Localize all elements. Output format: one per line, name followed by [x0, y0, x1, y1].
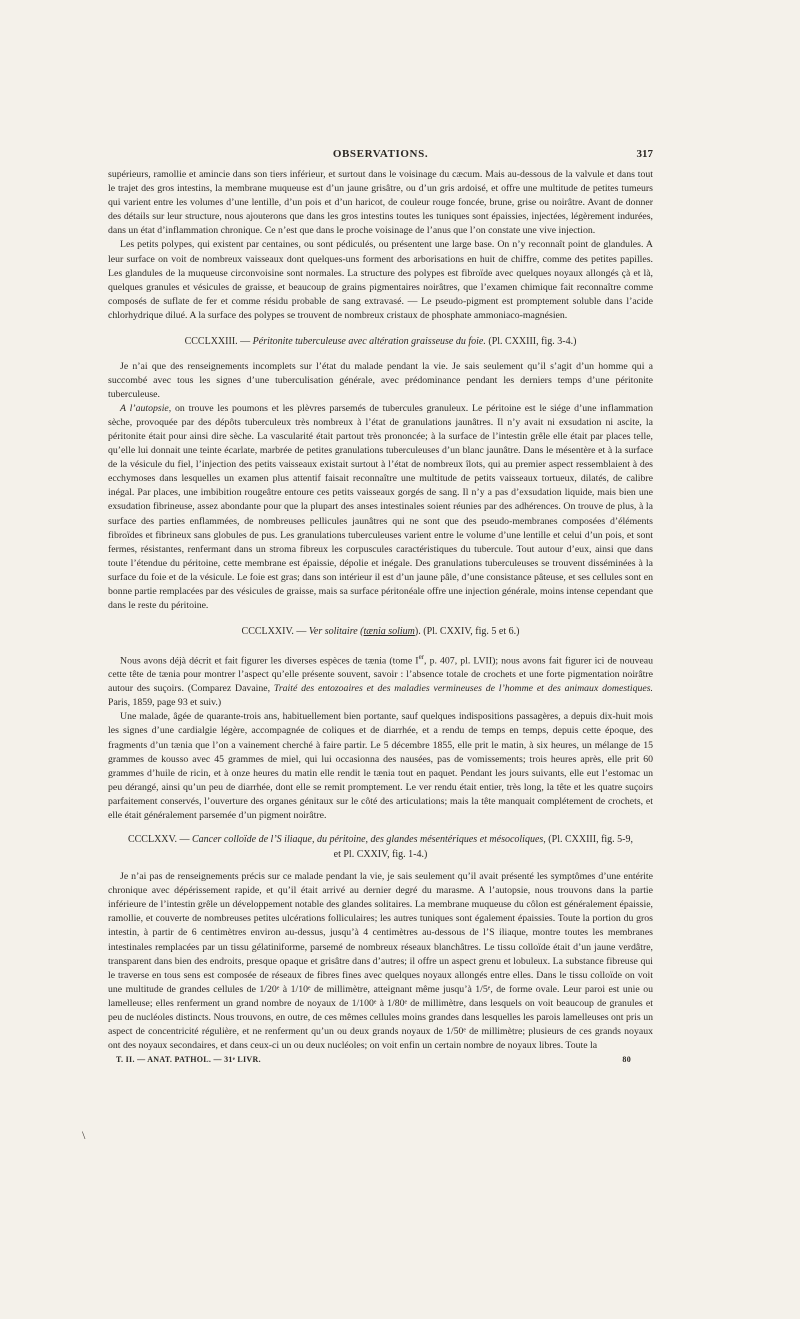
title-suffix: ). (Pl. CXXIV, fig. 5 et 6.): [414, 626, 520, 638]
observation-title-ccclxxiv: [108, 625, 653, 640]
paragraph-polypes: Les petits polypes, qui existent par centaines, ou sont pédiculés, ou présentent une large base. On n’y reconnaît point de glandules. A leur surface on voit de nombreux vaisseaux dont quelques-uns forment des arborisations en huit de chiffre, comme des petites papilles. Les glandules de la muqueuse circonvoisine sont normales. La structure des polypes est fibroïde avec quelques noyaux allongés çà et là, quelques granules et vésicules de graisse, et beaucoup de grains pigmentaires noirâtres, que l’examen chimique fait reconnaître comme composés de suflate de fer et comme résidu probable de sang extravasé. — Le pseudo-pigment est promptement soluble dans l’acide chlorhydrique dilué. A la surface des polypes se trouvent de nombreux cristaux de phosphate ammoniaco-magnésien.: [108, 239, 653, 321]
text-column: [108, 148, 653, 1069]
paragraph-ccclxxiv-case: Une malade, âgée de quarante-trois ans, habituellement bien portante, sauf quelques indispositions passagères, a depuis dix-huit mois les signes d’une cardialgie légère, accompagnée de coliques et de diarrhée, et a rendu de temps en temps, depuis cette époque, des fragments d’un tænia que l’on a vainement cherché à faire partir. Le 5 décembre 1855, elle prit le matin, à six heures, un mélange de 15 grammes de kousso avec 45 grammes de miel, qui lui occasionna des nausées, pas de vomissements; trois heures après, elle prit 60 grammes d’huile de ricin, et à onze heures du matin elle rendit le tænia tout en paquet. Pendant les jours suivants, elle eut l’estomac un peu dérangé, ainsi qu’un peu de diarrhée, dont elle se remit promptement. Le ver rendu était entier, très long, la tête et les quatre suçoirs parfaitement conservés, l’ouverture des organes génitaux sur le côté des articulations; mais la tête manquait complétement de crochets, et elle était généralement parsemée d’un pigment noirâtre.: [108, 711, 653, 822]
observation-title-ccclxxiii: [108, 335, 653, 350]
title-italic: Cancer colloïde de l’S iliaque, du péritoine, des glandes mésentériques et mésocoliques,: [191, 834, 546, 846]
paragraph-ccclxxiii-history: Je n’ai que des renseignements incomplets sur l’état du malade pendant la vie. Je sais seulement qu’il s’agit d’un homme qui a succombé avec tous les signes d’une tuberculisation générale, avec prédominance pendant les derniers temps d’une péritonite tuberculeuse.: [108, 360, 653, 400]
title-italic: Péritonite tuberculeuse avec altération graisseuse du foie.: [252, 336, 486, 348]
margin-mark: \: [82, 1128, 86, 1142]
autopsy-label: A l’autopsie,: [120, 402, 172, 414]
intro-text-a: Nous avons déjà décrit et fait figurer les diverses espèces de tænia (tome I: [120, 654, 419, 666]
autopsy-text: on trouve les poumons et les plèvres parsemés de tubercules granuleux. Le péritoine est le siége d’une inflammation sèche, provoquée par des dépôts tuberculeux très nombreux à l’état de granulations jaunâtres. Il n’y avait ni exsudation ni ascite, la péritonite était pour ainsi dire sèche. La vascularité était partout très prononcée; à la surface de l’intestin grêle elle était par places telle, qu’elle lui donnait une teinte écarlate, marbrée de petites granulations tuberculeuses d’un blanc jaunâtre. Dans le mésentère et à la surface de la vésicule du fiel, l’injection des petits vaisseaux existait surtout à l’état de nombreux îlots, qui au premier aspect ressemblaient à des ecchymoses dans lesquelles un examen plus attentif faisait reconnaître une multitude de petits vaisseaux tortueux, dilatés, de calibre inégal. Par places, une imbibition rougeâtre entoure ces petits vaisseaux gorgés de sang. Il n’y a pas d’exsudation liquide, mais bien une exsudation fibrineuse, assez abondante pour que la plupart des anses intestinales soient réunies par des adhérences. On trouve de plus, à la surface des parties enflammées, de nombreuses pellicules jaunâtres qui ne sont que des pseudo-membranes composées d’éléments fibroïdes et fibrineux sans globules de pus. Les granulations tuberculeuses varient entre le volume d’une lentille et celui d’un pois, et sont fermes, résistantes, renfermant dans un stroma fibreux les corpuscules caractéristiques du tubercule. Tout autour d’eux, ainsi que dans toute l’étendue du péritoine, cette membrane est épaissie, dépolie et inégale. Des granulations tuberculeuses se trouvent disséminées à la surface du foie et de la vésicule. Le foie est gras; dans son intérieur il est d’un jaune pâle, d’une consistance pâteuse, et ses cellules sont en bonne partie remplacées par des vésicules de graisse, mais sa surface péritonéale offre une injection générale, moins intense cependant que dans le reste du péritoine.: [108, 402, 653, 612]
title-suffix: (Pl. CXXIII, fig. 5-9,: [545, 834, 634, 846]
title-line-2: et Pl. CXXIV, fig. 1-4.): [333, 848, 428, 860]
page-header: [108, 148, 653, 166]
title-prefix: CCCLXXIII. —: [184, 336, 253, 348]
paragraph-ccclxxiii-autopsy: [108, 402, 653, 613]
paragraph-ccclxxv-case: Je n’ai pas de renseignements précis sur ce malade pendant la vie, je sais seulement qu’il avait présenté les symptômes d’une entérite chronique avec dépérissement rapide, et qu’il était arrivé au dernier degré du marasme. A l’autopsie, nous trouvons dans la partie inférieure de l’intestin grêle un développement notable des glandes solitaires. La membrane muqueuse du côlon est généralement épaissie, ramollie, et couverte de nombreuses petites ulcérations folliculaires; les autres tuniques sont également épaissies. Toute la portion du gros intestin, à partir de 6 centimètres environ au-dessus, jusqu’à 4 centimètres au-dessous de l’S iliaque, montre toutes les membranes intestinales remplacées par un tissu gélatiniforme, parsemé de nombreux réseaux blanchâtres. Le tissu colloïde était d’un jaune verdâtre, transparent dans bien des endroits, presque opaque et grisâtre dans d’autres; il offre un aspect grenu et lobuleux. La substance fibreuse qui le traverse en tous sens est composée de réseaux de fibres fines avec quelques noyaux allongés entre elles. Dans le tissu colloïde on voit une multitude de grandes cellules de 1/20ᵉ à 1/10ᵉ de millimètre, atteignant même jusqu’à 1/5ᵉ, de forme ovale. Leur paroi est unie ou lamelleuse; elles renferment un grand nombre de noyaux de 1/100ᵉ à 1/80ᵉ de millimètre, dans lesquels on voit beaucoup de granules et peu de nucléoles distincts. Nous trouvons, en outre, de ces mêmes cellules moins grandes dans lesquelles les parois lamelleuses ont pris un aspect de concentricité régulière, et ne renferment qu’un ou deux grands noyaux de 1/50ᵉ de millimètre; plusieurs de ces grands noyaux ont des noyaux secondaires, et dans ceux-ci un ou deux nucléoles; on voit enfin un certain nombre de noyaux libres. Toute la: [108, 871, 653, 1052]
title-italic-latin: tænia solium: [363, 626, 415, 638]
title-suffix: (Pl. CXXIII, fig. 3-4.): [485, 336, 577, 348]
paragraph-continuation: supérieurs, ramollie et amincie dans son tiers inférieur, et surtout dans le voisinage du cæcum. Mais au-dessous de la valvule et dans tout le trajet des gros intestins, la membrane muqueuse est d’un jaune grisâtre, ou d’un gris ardoisé, et offre une multitude de petites tumeurs qui varient entre les volumes d’une lentille, d’un pois et d’un haricot, de couleur rouge foncée, brune, grise ou noirâtre. Avant de donner des détails sur leur structure, nous ajouterons que dans les gros intestins toutes les tuniques sont épaissies, injectées, légèrement indurées, dans un état d’inflammation chronique. Ce n’est que dans le proche voisinage de l’anus que l’on constate une vive injection.: [108, 169, 653, 237]
intro-text-c: Paris, 1859, page 93 et suiv.): [108, 697, 222, 709]
intro-sup: er: [418, 652, 425, 661]
intro-text-b: , p. 407, pl. LVII); nous avons fait figurer ici de nouveau cette tête de tænia pour montrer l’aspect qu’elle présente souvent, savoir : l’absence totale de crochets et une forte pigmentation noirâtre autour des suçoirs. (Comparez Davaine,: [108, 654, 653, 695]
title-prefix: CCCLXXIV. —: [241, 626, 309, 638]
paragraph-ccclxxiv-intro: [108, 650, 653, 711]
intro-book-title: Traité des entozoaires et des maladies vermineuses de l’homme et des animaux domestiques.: [273, 683, 653, 695]
page-footer: [108, 1055, 653, 1069]
footer-sheet-number: 80: [622, 1055, 631, 1065]
page-number: 317: [636, 148, 653, 160]
running-head: OBSERVATIONS.: [332, 148, 429, 160]
title-prefix: CCCLXXV. —: [127, 834, 192, 846]
title-italic: Ver solitaire (: [308, 626, 364, 638]
observation-title-ccclxxv: [108, 833, 653, 862]
footer-signature: T. II. — ANAT. PATHOL. — 31ᵉ LIVR.: [116, 1055, 261, 1065]
